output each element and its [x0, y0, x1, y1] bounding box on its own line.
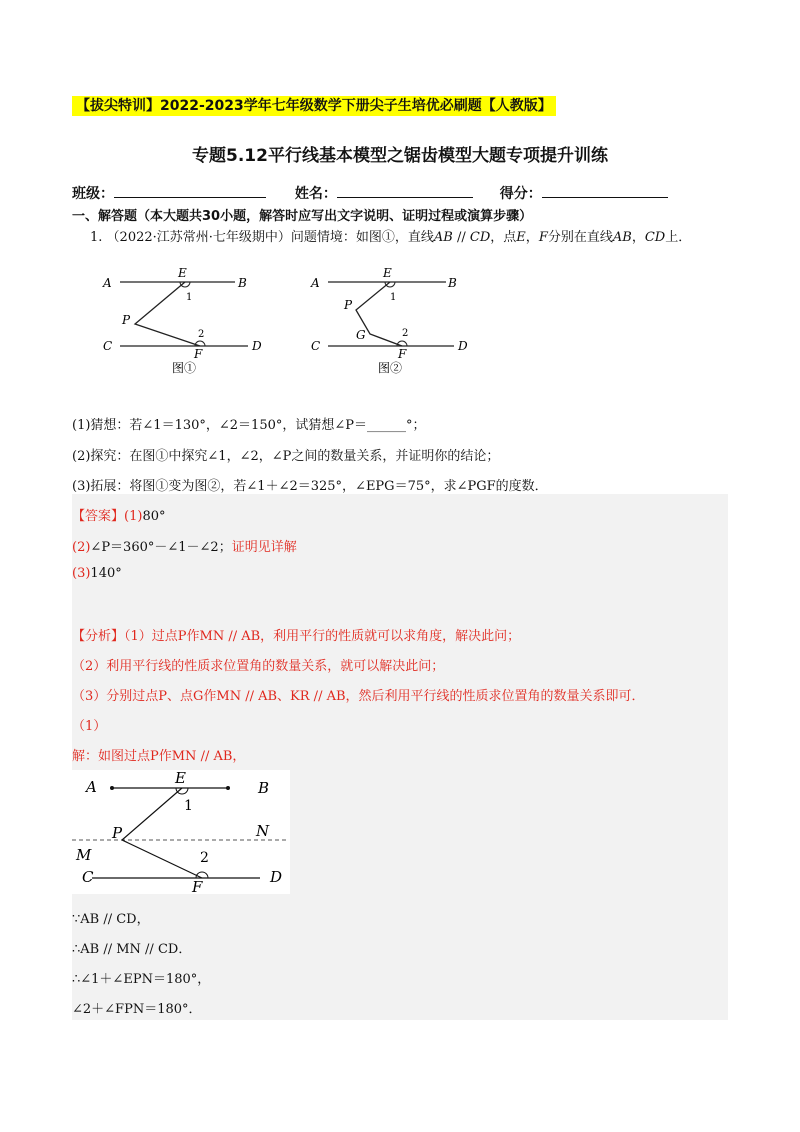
label-e: E — [175, 770, 186, 787]
label-b: B — [258, 779, 270, 797]
solution-step-3: ∴∠1＋∠EPN＝180°， — [72, 972, 211, 987]
question-intro — [90, 226, 740, 245]
analysis-line-4: （1） — [72, 719, 107, 734]
figure-2 — [308, 262, 483, 386]
label-c: C — [311, 339, 321, 353]
figure-1 — [100, 262, 270, 386]
question-number: 1. — [90, 230, 103, 245]
answer-num: (2) — [72, 540, 91, 555]
subquestion-3: (3)拓展：将图①变为图②，若∠1＋∠2＝325°，∠EPG＝75°，求∠PGF的度数． — [72, 479, 548, 494]
label-a: A — [86, 778, 97, 796]
label-angle-1: 1 — [186, 292, 193, 303]
label-m: M — [76, 846, 92, 864]
point-b-dot — [226, 786, 230, 790]
label-c: C — [82, 868, 94, 886]
score-field — [500, 183, 668, 203]
intro-text: 分别在直线 — [547, 230, 613, 245]
solution-figure — [72, 770, 290, 894]
answer-line-3 — [72, 566, 122, 581]
label-p: P — [122, 313, 131, 327]
analysis-line-3: （3）分别过点P、点G作MN // AB、KR // AB，然后利用平行线的性质求位置角的数量关系即可． — [72, 689, 645, 704]
name-label: 姓名： — [294, 186, 337, 202]
label-a: A — [311, 276, 320, 290]
answer-num: (3) — [72, 566, 91, 581]
analysis-line-1 — [72, 625, 520, 644]
intro-text: ，点 — [490, 230, 517, 245]
label-b: B — [448, 276, 457, 290]
answer-value: ∠P＝360°－∠1－∠2； — [90, 540, 232, 555]
figure-1-caption: 图① — [172, 361, 197, 375]
intro-text: ， — [631, 230, 645, 245]
name-blank — [337, 183, 473, 198]
label-p: P — [112, 824, 123, 842]
label-b: B — [238, 276, 247, 290]
label-e: E — [178, 266, 187, 280]
header-banner: 【拔尖特训】2022-2023学年七年级数学下册尖子生培优必刷题【人教版】 — [72, 96, 556, 116]
math-var: CD — [469, 230, 491, 245]
section-heading: 一、解答题（本大题共30小题，解答时应写出文字说明、证明过程或演算步骤） — [72, 209, 533, 224]
answer-tag: 【答案】 — [72, 509, 125, 524]
label-angle-1: 1 — [184, 798, 193, 814]
label-a: A — [103, 276, 112, 290]
name-field — [295, 183, 473, 203]
math-var: CD — [644, 230, 666, 245]
point-a-dot — [110, 786, 114, 790]
answer-line-1 — [72, 505, 165, 524]
answer-note: 证明见详解 — [231, 540, 297, 555]
math-var: E — [516, 230, 526, 245]
solution-step-4: ∠2＋∠FPN＝180°． — [72, 1002, 202, 1017]
subquestion-1: (1)猜想：若∠1＝130°，∠2＝150°，试猜想∠P＝______°； — [72, 418, 426, 433]
answer-value: 140° — [90, 566, 122, 581]
page-title: 专题5.12平行线基本模型之锯齿模型大题专项提升训练 — [192, 146, 608, 166]
info-fields — [72, 183, 686, 203]
analysis-text: （1）过点P作MN // AB，利用平行的性质就可以求角度，解决此问； — [124, 629, 521, 644]
class-field — [72, 183, 266, 203]
label-angle-2: 2 — [402, 328, 409, 339]
solution-step-1: ∵AB // CD， — [72, 912, 150, 927]
label-d: D — [458, 339, 468, 353]
intro-text: 问题情境：如图①，直线 — [290, 230, 434, 245]
intro-text: 上． — [665, 230, 692, 245]
question-source: （2022·江苏常州·七年级期中） — [106, 230, 291, 245]
label-e: E — [383, 266, 392, 280]
figure-2-caption: 图② — [378, 361, 403, 375]
math-var: AB — [612, 230, 632, 245]
label-c: C — [103, 339, 113, 353]
math-var: F — [538, 230, 548, 245]
math-var: AB — [433, 230, 453, 245]
label-d: D — [270, 868, 283, 886]
label-g: G — [356, 328, 366, 342]
math-op: // — [452, 230, 470, 245]
answer-num: (1) — [124, 509, 143, 524]
label-p: P — [344, 298, 353, 312]
label-angle-2: 2 — [200, 850, 209, 866]
analysis-line-2: （2）利用平行线的性质求位置角的数量关系，就可以解决此问； — [72, 659, 445, 674]
label-angle-1: 1 — [390, 292, 397, 303]
label-f: F — [194, 347, 203, 361]
score-blank — [542, 183, 668, 198]
solution-step-2: ∴AB // MN // CD． — [72, 942, 192, 957]
class-label: 班级： — [72, 186, 114, 202]
label-f: F — [192, 878, 203, 894]
answer-value: 80° — [142, 509, 166, 524]
subquestion-2: (2)探究：在图①中探究∠1，∠2，∠P之间的数量关系，并证明你的结论； — [72, 449, 500, 464]
answer-line-2 — [72, 536, 297, 555]
class-blank — [114, 183, 266, 198]
label-d: D — [252, 339, 262, 353]
label-angle-2: 2 — [198, 329, 205, 340]
label-n: N — [256, 822, 270, 840]
analysis-line-5: 解：如图过点P作MN // AB， — [72, 749, 246, 764]
analysis-tag: 【分析】 — [72, 629, 125, 644]
score-label: 得分： — [499, 186, 542, 202]
label-f: F — [398, 347, 407, 361]
intro-text: ， — [525, 230, 539, 245]
